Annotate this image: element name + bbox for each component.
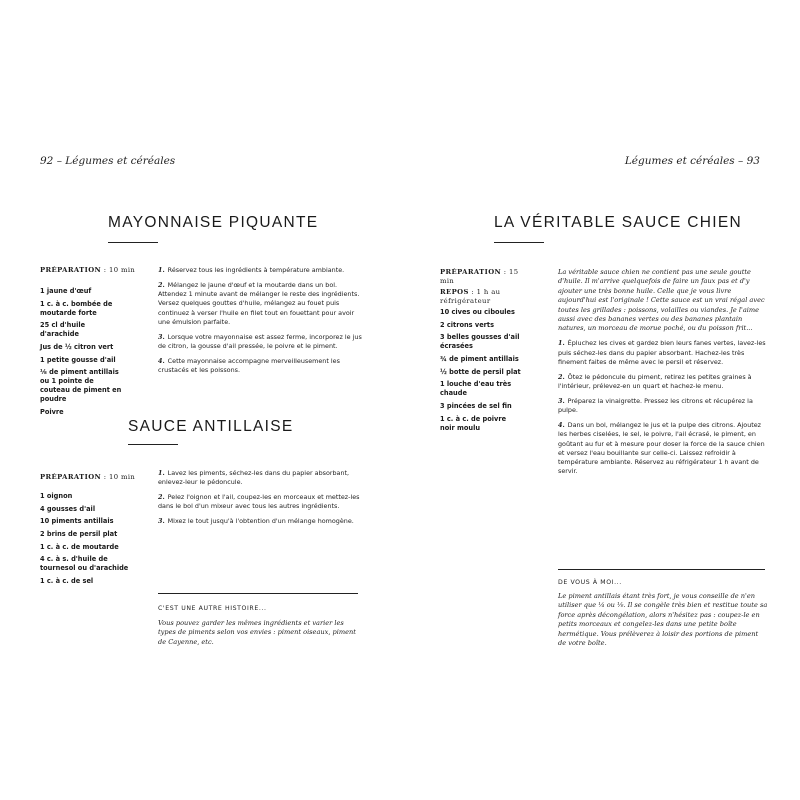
step-text: Mixez le tout jusqu'à l'obtention d'un mélange homogène.	[167, 517, 354, 526]
ingredient-item: 4 c. à s. d'huile de tournesol ou d'arachide	[40, 555, 129, 573]
step-text: Lavez les piments, séchez-les dans du papier absorbant, enlevez-leur le pédoncule.	[158, 469, 350, 487]
ingredient-item: 25 cl d'huile d'arachide	[40, 321, 86, 339]
antillaise-ingredients	[40, 492, 130, 590]
ingredient-item: 2 citrons verts	[440, 320, 494, 329]
ingredient-item: 1 c. à c. de sel	[40, 577, 94, 586]
recipe-step	[558, 397, 768, 416]
step-number: 4.	[558, 420, 565, 429]
right-box-rule	[558, 569, 765, 570]
mayonnaise-title-rule	[108, 242, 158, 243]
antillaise-steps	[158, 469, 363, 532]
ingredient-item: 1 c. à c. de poivre noir moulu	[440, 414, 507, 432]
step-number: 1.	[158, 266, 165, 274]
step-number: 2.	[558, 372, 565, 381]
ingredient-item: 1 c. à c. de moutarde	[40, 542, 119, 551]
ingredient-item: 2 brins de persil plat	[40, 530, 118, 539]
step-text: Cette mayonnaise accompagne merveilleusement les crustacés et les poissons.	[158, 356, 340, 375]
chien-prep-label: PRÉPARATION	[440, 268, 502, 276]
right-box-text: Le piment antillais étant très fort, je vous conseille de n'en utiliser que ¼ ou ⅛. Il se congèle très bien et restitue toute sa force après décongélation, alors n'hésitez pas : coupez-le en petits morceaux et congelez-les dans une petite boîte hermétique. Vous prélèverez à loisir des portions de piment de votre boîte.	[558, 592, 768, 648]
step-number: 3.	[158, 332, 165, 341]
step-text: Pelez l'oignon et l'ail, coupez-les en morceaux et mettez-les dans le bol d'un mixeur avec tous les autres ingrédients.	[158, 493, 360, 511]
recipe-step	[158, 469, 363, 488]
chien-intro: La véritable sauce chien ne contient pas une seule goutte d'huile. Il m'arrive quelquefois de faire un faux pas et d'y ajouter une très bonne huile. Celle que je vous livre aujourd'hui est l'originale ! Cette sauce est un vrai régal avec toutes les grillades : poissons, volailles ou viandes. Je l'aime aussi avec des bananes vertes ou des bananes plantain natures, un morceau de morue poché, ou du poisson frit...	[558, 268, 765, 333]
recipe-step	[558, 373, 768, 392]
ingredient-item: 1 oignon	[40, 492, 73, 500]
antillaise-title: SAUCE ANTILLAISE	[128, 418, 294, 435]
chien-steps	[558, 268, 768, 482]
step-number: 4.	[158, 356, 165, 365]
ingredient-item: 10 piments antillais	[40, 517, 114, 526]
chien-title-rule	[494, 242, 544, 243]
ingredient-item: Poivre	[40, 408, 64, 417]
step-number: 2.	[158, 280, 165, 289]
left-box-text: Vous pouvez garder les mêmes ingrédients et varier les types de piments selon vos envies : piment oiseaux, piment de Cayenne, etc.	[158, 619, 356, 646]
recipe-step	[158, 493, 363, 512]
left-box-title: C'EST UNE AUTRE HISTOIRE...	[158, 605, 267, 612]
left-box-rule	[158, 593, 358, 594]
chien-prep-time: : 15 min	[440, 268, 519, 285]
chien-title: LA VÉRITABLE SAUCE CHIEN	[494, 214, 742, 231]
recipe-step	[158, 357, 363, 376]
mayonnaise-prep	[40, 266, 135, 275]
step-number: 1.	[558, 339, 565, 348]
ingredient-item: 4 gousses d'ail	[40, 504, 96, 513]
chien-prep	[440, 268, 530, 306]
recipe-step	[158, 517, 363, 526]
step-number: 2.	[158, 493, 165, 502]
chien-rest-time: : 1 h au réfrigérateur	[440, 288, 501, 305]
right-page	[400, 0, 800, 800]
ingredient-item: 1 petite gousse d'ail	[40, 355, 116, 364]
chien-rest-label: REPOS	[440, 288, 469, 296]
step-text: Lorsque votre mayonnaise est assez ferme, incorporez le jus de citron, la gousse d'ail pressée, le poivre et le piment.	[158, 332, 362, 351]
mayonnaise-prep-label: PRÉPARATION	[40, 266, 102, 274]
mayonnaise-ingredients	[40, 287, 122, 421]
recipe-step	[158, 333, 363, 352]
ingredient-item: 1 louche d'eau très chaude	[440, 380, 512, 398]
recipe-step	[158, 266, 363, 275]
antillaise-prep	[40, 473, 135, 482]
ingredient-item: 3 belles gousses d'ail écrasées	[440, 333, 520, 351]
step-number: 1.	[158, 469, 165, 477]
mayonnaise-title: MAYONNAISE PIQUANTE	[108, 214, 319, 231]
step-text: Épluchez les cives et gardez bien leurs fanes vertes, lavez-les puis séchez-les dans du papier absorbant. Hachez-les très finement faites de même avec le persil et réservez.	[558, 339, 766, 366]
ingredient-item: 3 pincées de sel fin	[440, 402, 512, 411]
step-number: 3.	[158, 517, 165, 526]
ingredient-item: ⅛ de piment antillais ou 1 pointe de couteau de piment en poudre	[40, 368, 122, 404]
ingredient-item: ½ botte de persil plat	[440, 367, 521, 376]
antillaise-prep-label: PRÉPARATION	[40, 473, 102, 481]
step-text: Préparez la vinaigrette. Pressez les citrons et récupérez la pulpe.	[558, 396, 753, 415]
ingredient-item: 1 c. à c. bombée de moutarde forte	[40, 299, 113, 317]
recipe-step	[158, 281, 363, 327]
step-text: Réservez tous les ingrédients à température ambiante.	[167, 266, 345, 274]
mayonnaise-prep-time: : 10 min	[101, 266, 136, 274]
ingredient-item: Jus de ½ citron vert	[40, 343, 114, 352]
step-number: 3.	[558, 396, 565, 405]
right-folio: Légumes et céréales – 93	[624, 155, 760, 167]
recipe-step	[558, 421, 768, 477]
chien-ingredients	[440, 308, 522, 437]
ingredient-item: ¾ de piment antillais	[440, 355, 519, 364]
antillaise-title-rule	[128, 444, 178, 445]
right-box-title: DE VOUS À MOI...	[558, 579, 622, 586]
antillaise-prep-time: : 10 min	[101, 473, 136, 481]
left-folio: 92 – Légumes et céréales	[40, 155, 176, 167]
step-text: Dans un bol, mélangez le jus et la pulpe des citrons. Ajoutez les herbes ciselées, le sel, le poivre, l'ail écrasé, le piment, en goûtant au fur et à mesure pour doser la force de la sauce chien et versez l'eau bouillante sur celle-ci. Laissez refroidir à température ambiante. Réservez au réfrigérateur 1 h avant de servir.	[558, 420, 765, 476]
ingredient-item: 10 cives ou ciboules	[440, 308, 515, 316]
step-text: Mélangez le jaune d'œuf et la moutarde dans un bol. Attendez 1 minute avant de mélanger le reste des ingrédients. Versez quelques gouttes d'huile, mélangez au fouet puis continuez à verser l'huile en filet tout en fouettant pour avoir une émulsion parfaite.	[158, 280, 360, 326]
step-text: Ôtez le pédoncule du piment, retirez les petites graines à l'intérieur, prélevez-en un quart et hachez-le menu.	[558, 372, 752, 391]
ingredient-item: 1 jaune d'œuf	[40, 287, 92, 295]
mayonnaise-steps	[158, 266, 363, 381]
recipe-step	[558, 339, 768, 367]
